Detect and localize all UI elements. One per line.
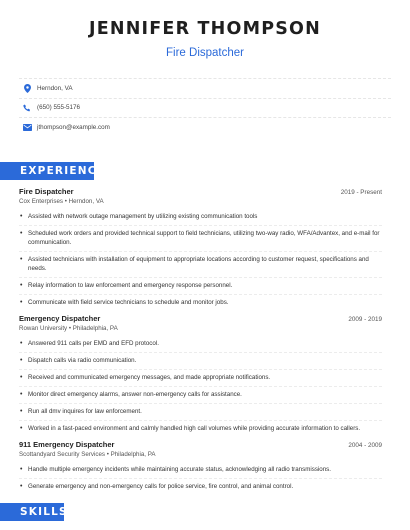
job-bullet: • Assisted technicians with installation of equipment to appropriate locations according to customer request, specifications and needs. — [19, 252, 382, 278]
job-bullet: • Worked in a fast-paced environment and calmly handled high call volumes while providing accurate information to callers. — [19, 421, 382, 437]
job-company: Cox Enterprises — [19, 198, 64, 205]
job-entry — [19, 314, 382, 437]
job-bullet: • Answered 911 calls per EMD and EFD protocol. — [19, 336, 382, 353]
job-bullet: • Monitor direct emergency alarms, answer non-emergency calls for assistance. — [19, 387, 382, 404]
contact-list — [19, 78, 391, 137]
job-bullets — [19, 209, 382, 311]
job-bullet: • Handle multiple emergency incidents while maintaining accurate status, acknowledging all radio transmissions. — [19, 462, 382, 479]
job-title: Emergency Dispatcher — [19, 314, 101, 323]
job-location: Herndon, VA — [68, 198, 104, 205]
contact-location — [19, 79, 391, 98]
skills-section-heading: SKILLS — [0, 503, 64, 521]
job-entry — [19, 187, 382, 311]
job-company: Scottandyard Security Services — [19, 451, 105, 458]
job-title: 911 Emergency Dispatcher — [19, 440, 115, 449]
job-title: Fire Dispatcher — [19, 187, 74, 196]
email-text: jthompson@example.com — [37, 123, 110, 131]
job-entry — [19, 440, 382, 495]
job-bullets — [19, 336, 382, 437]
job-bullet: • Dispatch calls via radio communication. — [19, 353, 382, 370]
job-company-line: Cox Enterprises • Herndon, VA — [19, 198, 104, 205]
job-location: Philadelphia, PA — [72, 325, 118, 332]
contact-email — [19, 118, 391, 137]
job-bullet: • Assisted with network outage management by utilizing existing communication tools — [19, 209, 382, 226]
job-dates: 2019 - Present — [340, 189, 382, 196]
location-text: Herndon, VA — [37, 84, 73, 92]
job-bullets — [19, 462, 382, 495]
envelope-icon — [19, 119, 35, 135]
job-bullet: • Scheduled work orders and provided technical support to field technicians, utilizing two-way radio, WFA/Advantex, and e-mail for communication. — [19, 226, 382, 252]
job-company: Rowan University — [19, 325, 68, 332]
job-bullet: • Relay information to law enforcement and emergency response personnel. — [19, 278, 382, 295]
job-dates: 2004 - 2009 — [348, 442, 382, 449]
phone-text: (650) 555-5176 — [37, 104, 81, 112]
candidate-role: Fire Dispatcher — [166, 47, 244, 59]
phone-icon — [19, 100, 35, 116]
experience-list — [19, 187, 382, 495]
resume-header — [0, 18, 410, 60]
contact-phone — [19, 99, 391, 118]
job-dates: 2009 - 2019 — [348, 316, 382, 323]
job-location: Philadelphia, PA — [110, 451, 156, 458]
job-company-line: Scottandyard Security Services • Philadelphia, PA — [19, 451, 156, 458]
job-bullet: • Generate emergency and non-emergency calls for police service, fire control, and animal control. — [19, 479, 382, 495]
experience-section-heading: EXPERIENCE — [0, 162, 94, 180]
job-bullet: • Received and communicated emergency messages, and made appropriate notifications. — [19, 370, 382, 387]
job-bullet: • Run all dmv inquires for law enforcement. — [19, 404, 382, 421]
map-pin-icon — [19, 80, 35, 96]
candidate-name: JENNIFER THOMPSON — [89, 19, 321, 39]
job-company-line: Rowan University • Philadelphia, PA — [19, 325, 118, 332]
job-bullet: • Communicate with field service technicians to schedule and monitor jobs. — [19, 295, 382, 311]
